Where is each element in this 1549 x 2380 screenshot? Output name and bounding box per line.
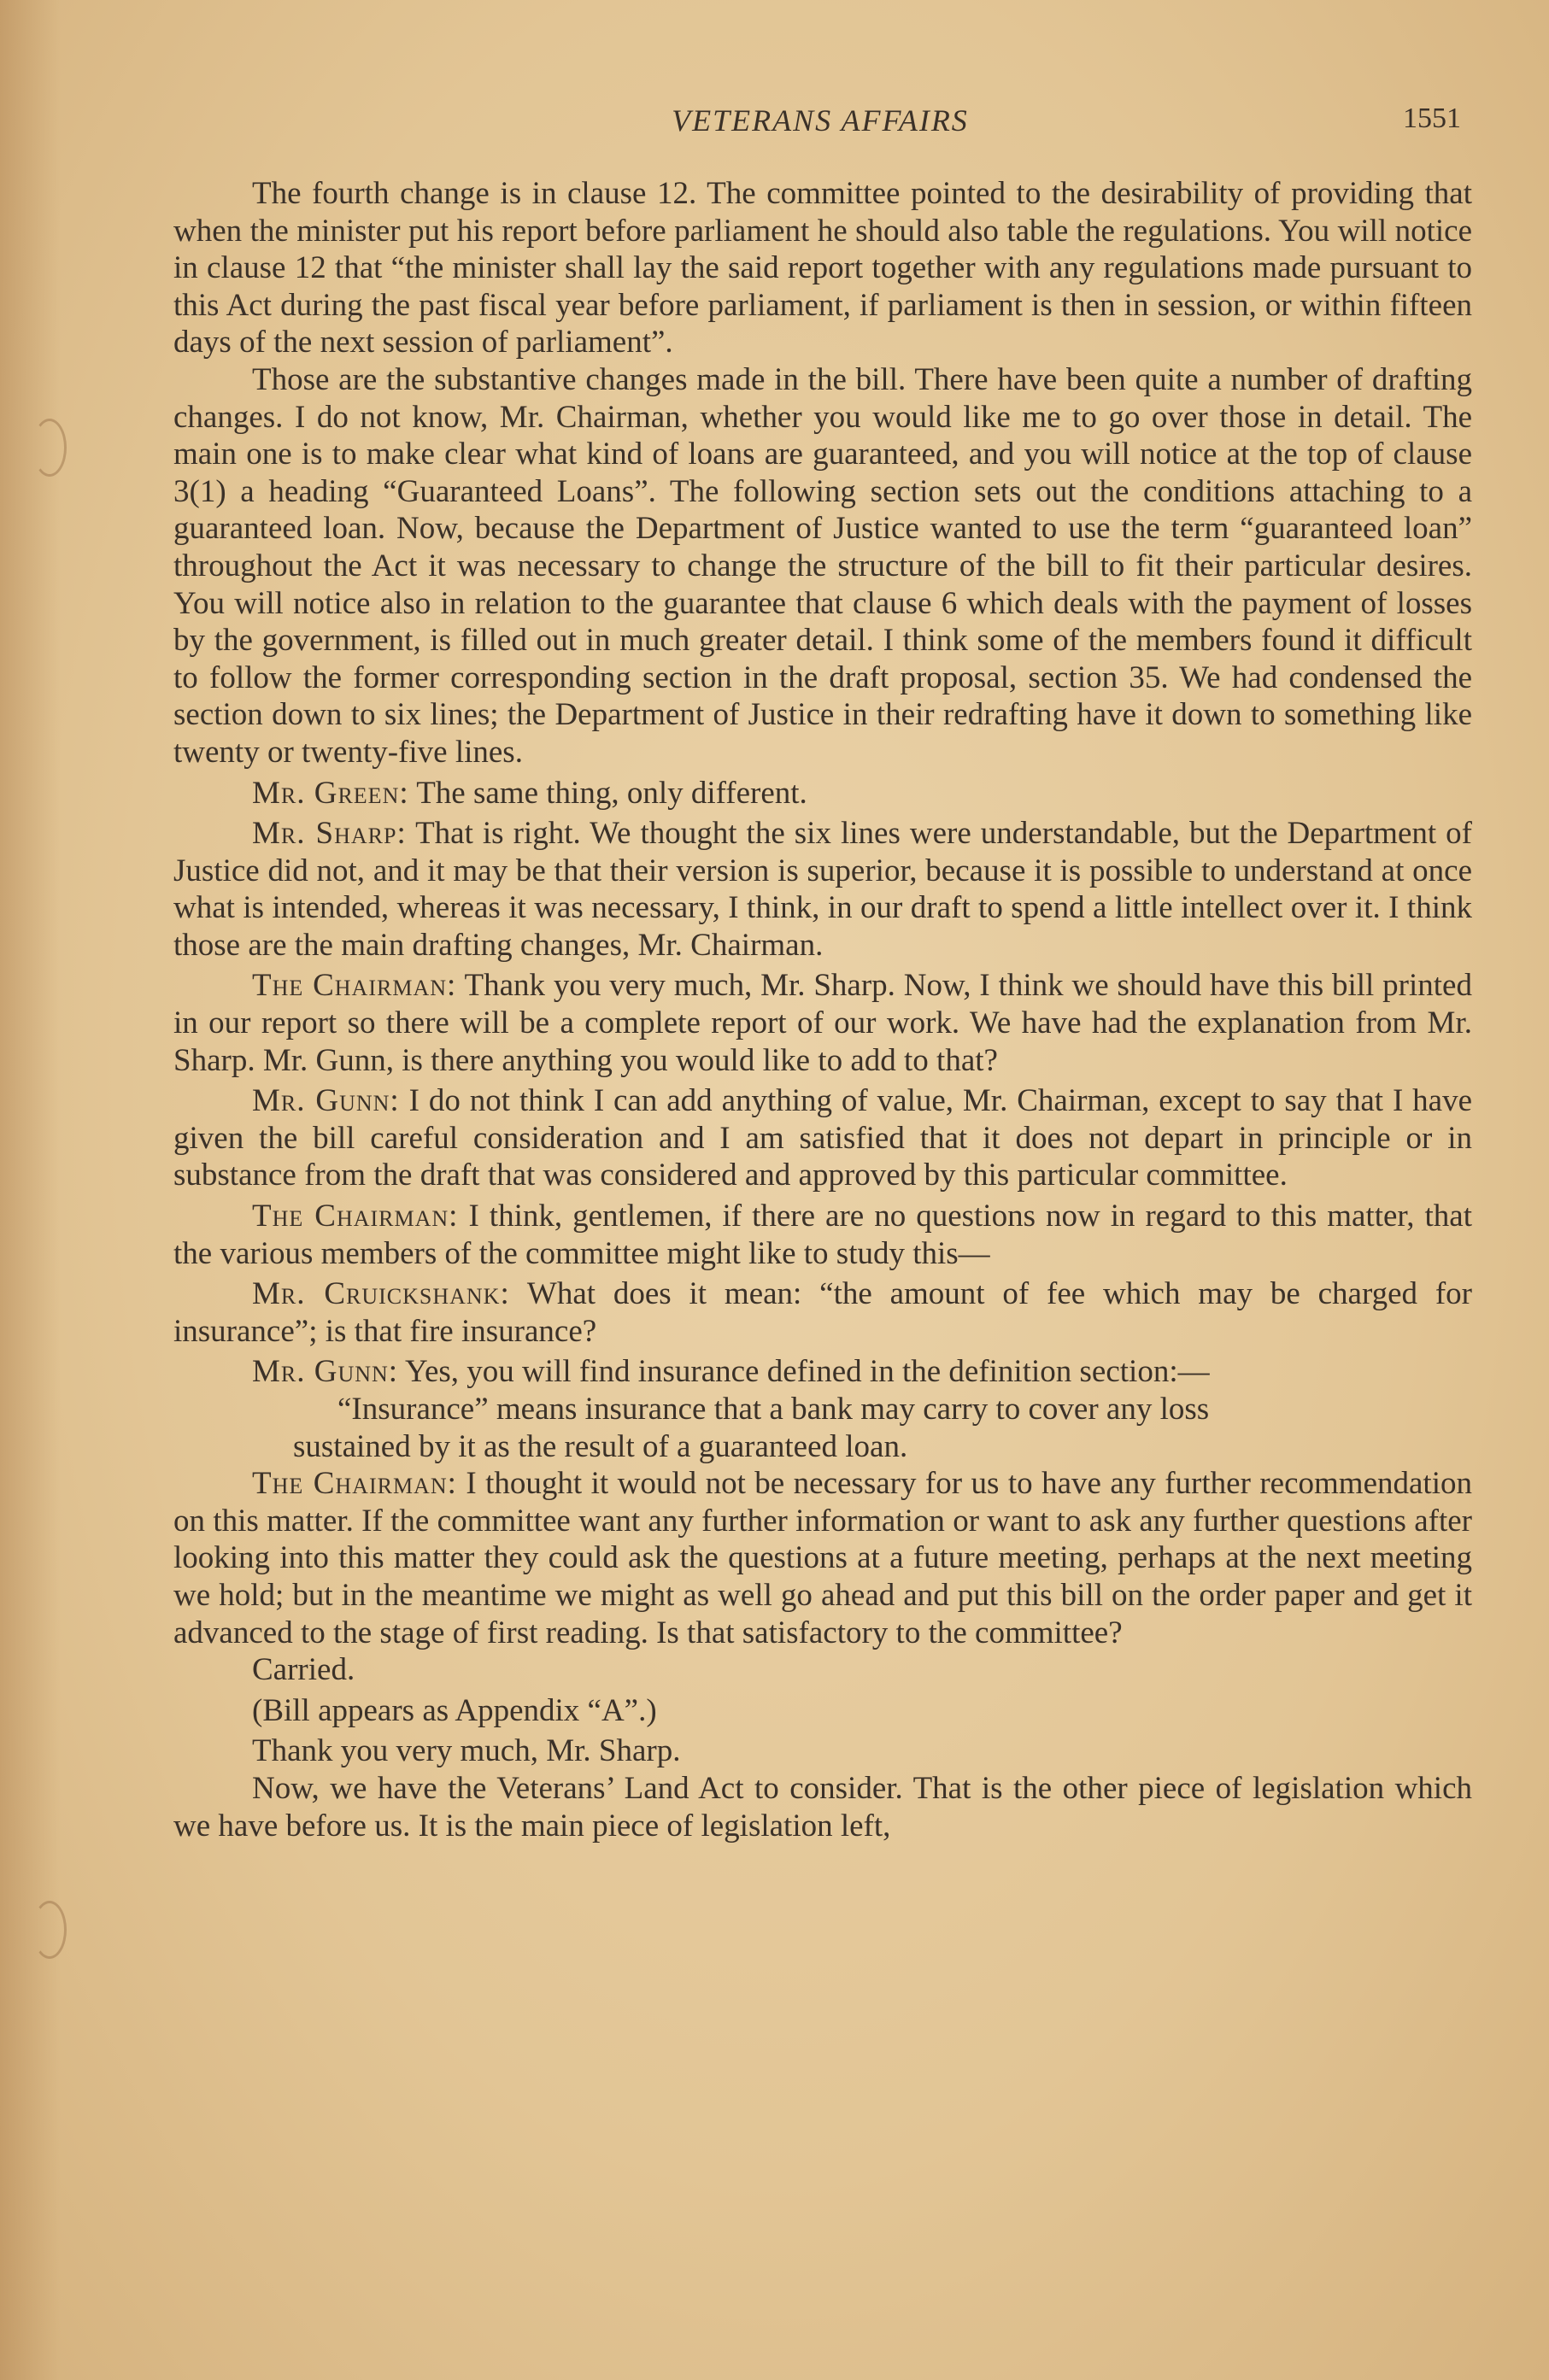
paragraph-text: The same thing, only different. bbox=[408, 775, 807, 811]
paragraph-text: Those are the substantive changes made in the bill. There have been quite a number of drafting changes. I do not know, Mr. Chairman, whether you would like me to go over those in detail. The main one is to make clear what kind of loans are guaranteed, and you will notice at the top of clause 3(1) a heading “Guaranteed Loans”. The following section sets out the conditions attaching to a guaranteed loan. Now, because the Department of Justice wanted to use the term “guaranteed loan” throughout the Act it was necessary to change the structure of the bill to fit their particular desires. You will notice also in relation to the guarantee that clause 6 which deals with the payment of losses by the government, is filled out in much greater detail. I think some of the members found it difficult to follow the former corresponding section in the draft proposal, section 35. We had condensed the section down to six lines; the Department of Justice in their redrafting have it down to something like twenty or twenty-five lines. bbox=[173, 361, 1472, 770]
paragraph-text: What does it mean: “the amount of fee which may be charged for insurance”; is that fire insurance? bbox=[173, 1276, 1472, 1349]
paragraph bbox=[173, 361, 1472, 771]
paragraph bbox=[173, 775, 1472, 812]
binding-hole-mark bbox=[32, 419, 67, 477]
paragraph bbox=[173, 1770, 1472, 1844]
speaker-name: The Chairman: bbox=[252, 1466, 457, 1502]
speaker-name: Mr. Green: bbox=[252, 775, 409, 811]
paragraph bbox=[173, 1692, 1472, 1730]
paragraph bbox=[173, 1275, 1472, 1350]
paragraph bbox=[173, 1732, 1472, 1770]
speaker-name: Mr. Gunn: bbox=[252, 1354, 399, 1390]
quote-line: “Insurance” means insurance that a bank may carry to cover any loss bbox=[337, 1392, 1210, 1427]
page-body bbox=[173, 175, 1472, 1844]
page-header bbox=[171, 103, 1470, 154]
speaker-name: The Chairman: bbox=[252, 968, 457, 1004]
page-edge-shadow bbox=[0, 0, 60, 2380]
speaker-name: Mr. Cruickshank: bbox=[252, 1276, 510, 1312]
speaker-name: Mr. Gunn: bbox=[252, 1083, 400, 1119]
binding-hole-mark bbox=[32, 1901, 67, 1959]
block-quote bbox=[173, 1391, 1472, 1465]
paragraph bbox=[173, 1353, 1472, 1391]
paragraph-text: That is right. We thought the six lines were understandable, but the Department of Justice did not, and it may be that their version is superior, because it is possible to understand at once what is intended, whereas it was necessary, I think, in our draft to spend a little intellect over it. I think those are the main drafting changes, Mr. Chairman. bbox=[173, 816, 1473, 963]
paragraph-text: Now, we have the Veterans’ Land Act to consider. That is the other piece of legislation which we have before us. It is the main piece of legislation left, bbox=[173, 1770, 1472, 1844]
quote-line: sustained by it as the result of a guaranteed loan. bbox=[293, 1428, 908, 1464]
paragraph-text: (Bill appears as Appendix “A”.) bbox=[252, 1692, 657, 1728]
paragraph bbox=[173, 967, 1472, 1079]
paragraph-text: The fourth change is in clause 12. The committee pointed to the desirability of providing that when the minister put his report before parliament he should also table the regulations. You will notice in clause 12 that “the minister shall lay the said report together with any regulations made pursuant to this Act during the past fiscal year before parliament, if parliament is then in session, or within fifteen days of the next session of parliament”. bbox=[173, 176, 1472, 361]
paragraph-text: Thank you very much, Mr. Sharp. bbox=[252, 1733, 681, 1769]
running-title: VETERANS AFFAIRS bbox=[672, 103, 969, 138]
paragraph bbox=[173, 815, 1472, 964]
paragraph bbox=[173, 1082, 1472, 1194]
paragraph-text: Thank you very much, Mr. Sharp. Now, I think we should have this bill printed in our report so there will be a complete report of our work. We have had the explanation from Mr. Sharp. Mr. Gunn, is there anything you would like to add to that? bbox=[173, 968, 1472, 1078]
speaker-name: Mr. Sharp: bbox=[252, 816, 407, 852]
paragraph-text: I do not think I can add anything of value, Mr. Chairman, except to say that I have given the bill careful consideration and I am satisfied that it does not depart in principle or in substance from the draft that was considered and approved by this particular committee. bbox=[173, 1083, 1472, 1193]
paragraph-text: I thought it would not be necessary for us to have any further recommendation on this matter. If the committee want any further information or want to ask any further questions after looking into this matter they could ask the questions at a future meeting, perhaps at the next meeting we hold; but in the meantime we might as well go ahead and put this bill on the order paper and get it advanced to the stage of first reading. Is that satisfactory to the committee? bbox=[173, 1466, 1472, 1650]
paragraph-text: Carried. bbox=[252, 1652, 355, 1688]
page-number: 1551 bbox=[1403, 103, 1461, 134]
speaker-name: The Chairman: bbox=[252, 1199, 459, 1234]
paragraph-text: Yes, you will find insurance defined in the definition section:— bbox=[398, 1354, 1210, 1390]
paragraph bbox=[173, 1198, 1472, 1272]
paragraph bbox=[173, 1465, 1472, 1651]
paragraph bbox=[173, 175, 1472, 361]
paragraph bbox=[173, 1651, 1472, 1689]
paragraph-text: I think, gentlemen, if there are no questions now in regard to this matter, that the various members of the committee might like to study this— bbox=[173, 1199, 1472, 1271]
